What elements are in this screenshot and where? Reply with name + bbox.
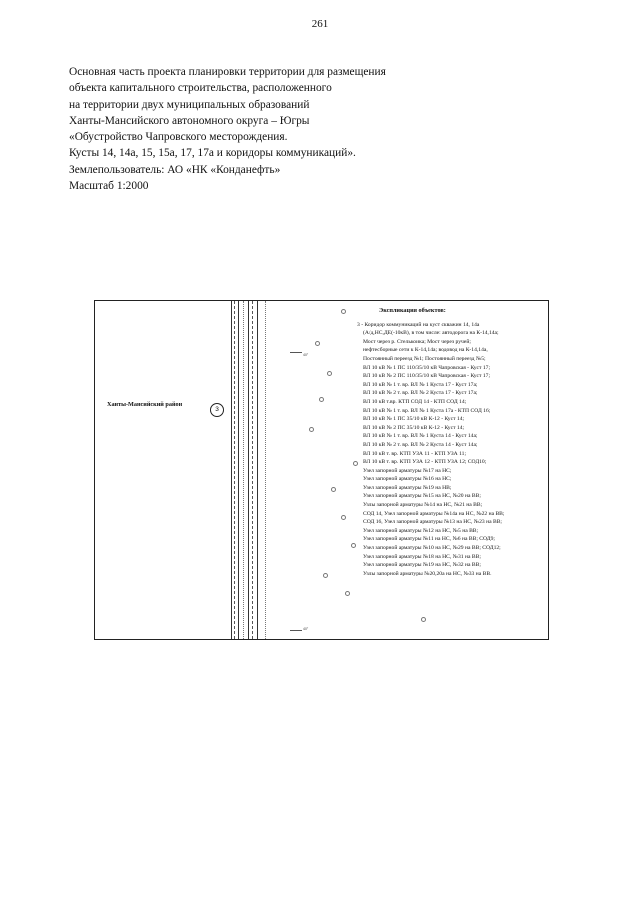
header-line: «Обустройство Чапровского месторождения. <box>69 131 288 144</box>
header-line: объекта капитального строительства, расположенного <box>69 82 332 95</box>
map-symbol <box>351 543 356 548</box>
legend-item: 3 - Коридор коммуникаций на куст скважин 14, 14а <box>357 321 480 328</box>
map-symbol <box>309 427 314 432</box>
legend-item: ВЛ 10 кВ № 1 ПС 35/10 кВ К-12 - Куст 14; <box>363 416 465 423</box>
map-symbol <box>421 617 426 622</box>
legend-item: ВЛ 10 кВ № 1 т. вр. ВЛ № 1 Куста 14 - Куст 14а; <box>363 433 478 440</box>
legend-item: Узел запорной арматуры №11 на НС, №6 на ВВ; СОД9; <box>363 536 495 543</box>
map-symbol <box>319 397 324 402</box>
legend-list <box>357 321 543 579</box>
legend-item: ВЛ 10 кВ № 2 ПС 35/10 кВ К-12 - Куст 14; <box>363 424 465 431</box>
legend-item: Узел запорной арматуры №19 на НВ; <box>363 484 452 491</box>
legend-item: СОД 14, Узел запорной арматуры №14а на НС, №22 на ВВ; <box>363 510 505 517</box>
legend-item: Узел запорной арматуры №16 на НС; <box>363 476 452 483</box>
district-label: Ханты-Мансийский район <box>107 401 183 408</box>
legend <box>357 307 543 578</box>
map-symbol <box>341 515 346 520</box>
legend-item: ВЛ 10 кВ № 1 т. вр. ВЛ № 1 Куста 17а - КТП СОД 16; <box>363 407 491 414</box>
annotation-tick <box>290 630 302 631</box>
map-symbol <box>315 341 320 346</box>
corridor-line <box>238 301 239 639</box>
legend-item: ВЛ 10 кВ № 1 ПС 110/35/10 кВ Чапровская - Куст 17; <box>363 364 491 371</box>
legend-item: ВЛ 10 кВ т.вр. КТП СОД 14 - КТП СОД 14; <box>363 398 467 405</box>
header-line: Ханты-Мансийского автономного округа – Югры <box>69 114 310 127</box>
page-number: 261 <box>311 18 329 30</box>
legend-item: нефтесборные сети к К-14,14а; водовод на К-14,14а, <box>363 347 488 354</box>
angle-label: 40° <box>303 353 309 357</box>
map-symbol <box>331 487 336 492</box>
map-symbol <box>323 573 328 578</box>
legend-item: Узлы запорной арматуры №20,20а на НС, №33 на ВВ. <box>363 570 492 577</box>
legend-item: Узлы запорной арматуры №14 на НС, №21 на ВВ; <box>363 502 483 509</box>
header-line: Кусты 14, 14а, 15, 15а, 17, 17а и коридоры коммуникаций». <box>69 147 356 160</box>
document-header <box>69 64 489 194</box>
legend-item: ВЛ 10 кВ № 2 ПС 110/35/10 кВ Чапровская - Куст 17; <box>363 373 491 380</box>
annotation-tick <box>290 352 302 353</box>
corridor-line <box>265 301 266 639</box>
map-symbol <box>345 591 350 596</box>
legend-item: Мост через р. Стелькоика; Мост через ручей; <box>363 338 471 345</box>
map-symbol <box>327 371 332 376</box>
legend-item: ВЛ 10 кВ № 1 т. вр. ВЛ № 1 Куста 17 - Куст 17а; <box>363 381 478 388</box>
legend-item: СОД 16, Узел запорной арматуры №13 на НС, №23 на ВВ; <box>363 519 502 526</box>
legend-title: Экспликация объектов: <box>379 307 446 314</box>
angle-label: 40° <box>303 627 309 631</box>
corridor-line <box>231 301 232 639</box>
legend-item: Узел запорной арматуры №15 на НС, №20 на ВВ; <box>363 493 481 500</box>
corridor-line <box>257 301 258 639</box>
legend-item: ВЛ 10 кВ т. вр. КТП УЗА 12 - КТП УЗА 12; СОД10; <box>363 459 487 466</box>
header-line: Землепользователь: АО «НК «Конданефть» <box>69 163 281 176</box>
legend-item: ВЛ 10 кВ т. вр. КТП УЗА 11 - КТП УЗА 11; <box>363 450 467 457</box>
object-marker: 3 <box>210 403 224 417</box>
header-line: на территории двух муниципальных образований <box>69 98 310 111</box>
legend-item: ВЛ 10 кВ № 2 т. вр. ВЛ № 2 Куста 14 - Куст 14а; <box>363 441 478 448</box>
header-line: Основная часть проекта планировки территории для размещения <box>69 66 386 78</box>
corridor-line <box>252 301 253 639</box>
legend-item: Постоянный переезд №1; Постоянный переезд №5; <box>363 355 486 362</box>
corridor-line <box>243 301 244 639</box>
legend-item: Узел запорной арматуры №18 на НС, №31 на ВВ; <box>363 553 481 560</box>
legend-item: Узел запорной арматуры №12 на НС, №5 на ВВ; <box>363 527 479 534</box>
corridor-line <box>248 301 249 639</box>
legend-item: Узел запорной арматуры №17 на НС; <box>363 467 452 474</box>
corridor-line <box>234 301 235 639</box>
legend-item: (А/д,НС,ДЕ(-10кВ), в том числе: автодорога на К-14,14а; <box>363 330 499 337</box>
header-line: Масштаб 1:2000 <box>69 180 149 193</box>
legend-item: Узел запорной арматуры №10 на НС, №29 на ВВ; СОД12; <box>363 545 501 552</box>
map-frame <box>94 300 549 640</box>
legend-item: ВЛ 10 кВ № 2 т. вр. ВЛ № 2 Куста 17 - Куст 17а; <box>363 390 478 397</box>
legend-item: Узел запорной арматуры №19 на НС, №32 на ВВ; <box>363 562 481 569</box>
map-symbol <box>341 309 346 314</box>
